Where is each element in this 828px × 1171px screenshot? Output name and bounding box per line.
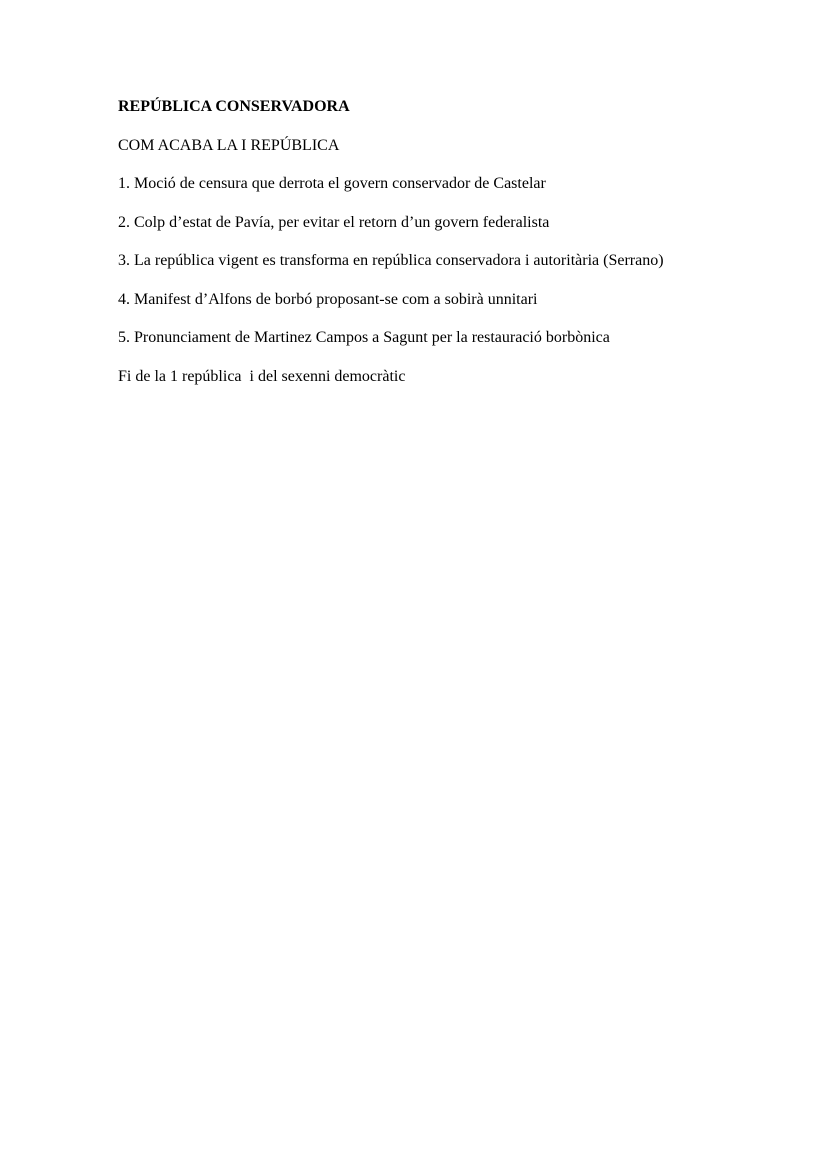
document-body <box>118 96 758 404</box>
list-item: 3. La república vigent es transforma en república conservadora i autoritària (Serrano) <box>118 252 664 269</box>
list-item: 5. Pronunciament de Martinez Campos a Sagunt per la restauració borbònica <box>118 329 610 346</box>
section-heading: COM ACABA LA I REPÚBLICA <box>118 136 340 154</box>
list-item: 1. Moció de censura que derrota el govern conservador de Castelar <box>118 175 546 192</box>
list-item: 4. Manifest d’Alfons de borbó proposant-se com a sobirà unnitari <box>118 290 538 308</box>
closing-line: Fi de la 1 república i del sexenni democràtic <box>118 367 406 385</box>
list-item: 2. Colp d’estat de Pavía, per evitar el retorn d’un govern federalista <box>118 213 550 231</box>
document-title: REPÚBLICA CONSERVADORA <box>118 98 350 115</box>
